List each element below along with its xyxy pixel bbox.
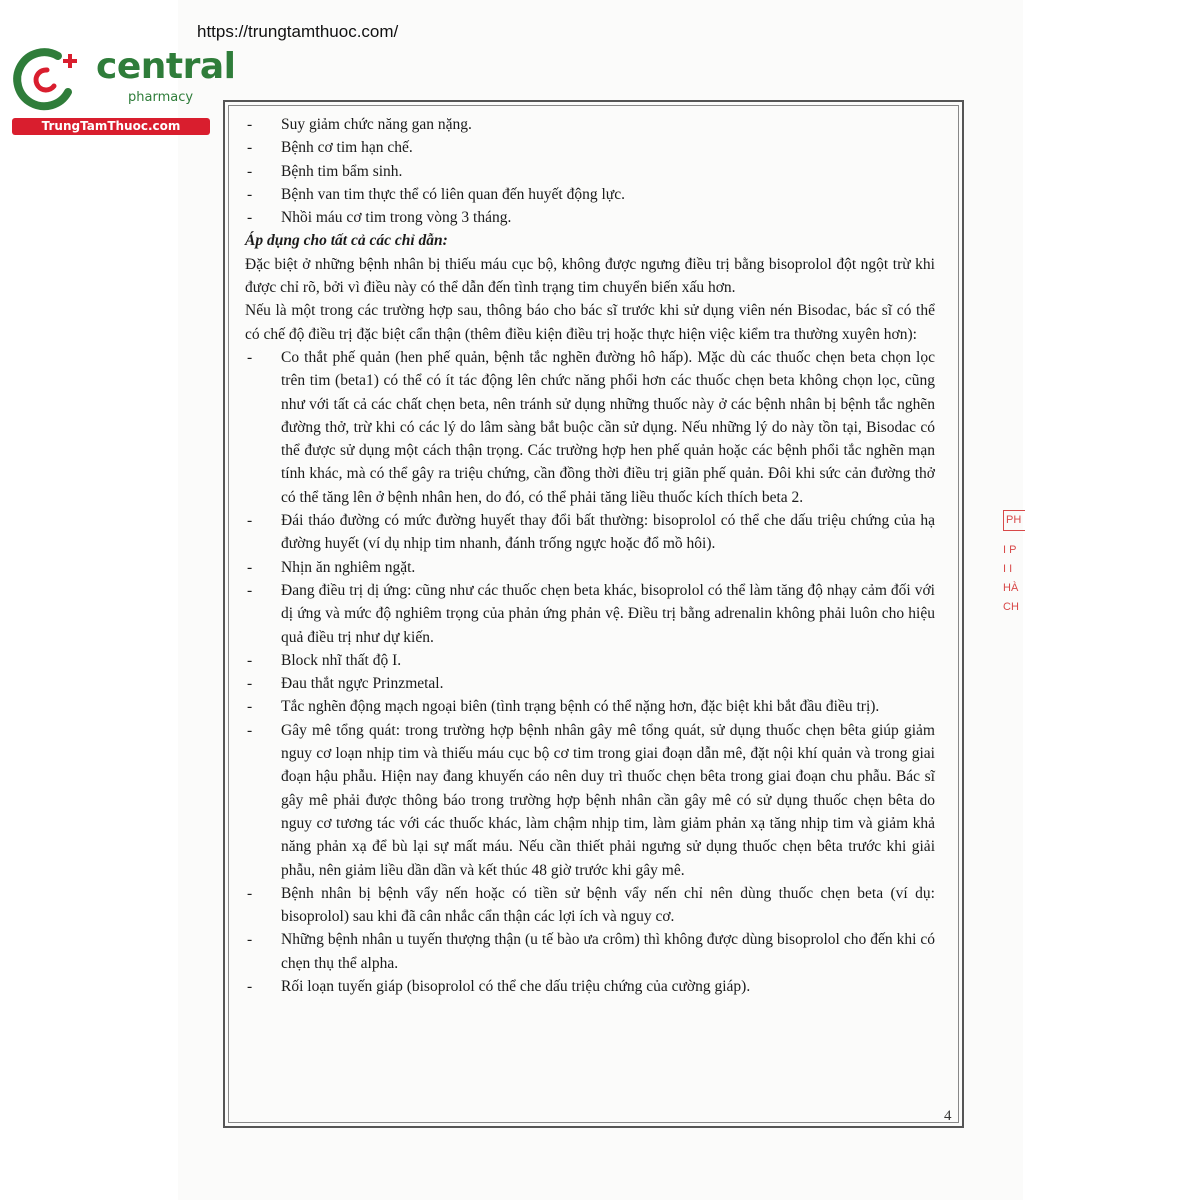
red-stamp-fragment bbox=[1003, 510, 1025, 660]
list-item: - Nhồi máu cơ tim trong vòng 3 tháng. bbox=[245, 206, 935, 229]
list-item: - Rối loạn tuyến giáp (bisoprolol có thể che dấu triệu chứng của cường giáp). bbox=[245, 975, 935, 998]
list-item: - Đái tháo đường có mức đường huyết thay đổi bất thường: bisoprolol có thể che dấu triệu chứng của hạ đường huyết (ví dụ nhịp tim nhanh, đánh trống ngực hoặc đổ mồ hôi). bbox=[245, 509, 935, 556]
source-url: https://trungtamthuoc.com/ bbox=[197, 22, 399, 41]
paragraph: Nếu là một trong các trường hợp sau, thông báo cho bác sĩ trước khi sử dụng viên nén Bisodac, bác sĩ có thể có chế độ điều trị đặc biệt cẩn thận (thêm điều kiện điều trị hoặc thực hiện việc kiểm tra thường xuyên hơn): bbox=[245, 302, 935, 343]
logo-site-bar: TrungTamThuoc.com bbox=[12, 118, 210, 135]
page-number: 4 bbox=[944, 1108, 952, 1124]
list-item: - Co thắt phế quản (hen phế quản, bệnh tắc nghẽn đường hô hấp). Mặc dù các thuốc chẹn beta chọn lọc trên tim (beta1) có thể có ít tác động lên chức năng phổi hơn các thuốc chẹn beta không chọn lọc, cũng như với tất cả các chất chẹn beta, nên tránh sử dụng những thuốc này ở các bệnh nhân bị bệnh tắc nghẽn đường thở, trừ khi có các lý do lâm sàng bắt buộc cần sử dụng. Nếu những lý do này tồn tại, Bisodac có thể được sử dụng một cách thận trọng. Các trường hợp hen phế quản hoặc các bệnh phổi tắc nghẽn mạn tính khác, mà có thể gây ra triệu chứng, cần đồng thời điều trị giãn phế quản. Đôi khi sức cản đường thở có thể tăng lên ở bệnh nhân hen, do đó, có thể phải tăng liều thuốc kích thích beta 2. bbox=[245, 346, 935, 509]
list-item: - Block nhĩ thất độ I. bbox=[245, 649, 935, 672]
list-item: - Những bệnh nhân u tuyến thượng thận (u tế bào ưa crôm) thì không được dùng bisoprolol cho đến khi có chẹn thụ thể alpha. bbox=[245, 928, 935, 975]
list-item: - Bệnh van tim thực thể có liên quan đến huyết động lực. bbox=[245, 183, 935, 206]
list-item: - Tắc nghẽn động mạch ngoại biên (tình trạng bệnh có thể nặng hơn, đặc biệt khi bắt đầu điều trị). bbox=[245, 695, 935, 718]
list-item: - Suy giảm chức năng gan nặng. bbox=[245, 113, 935, 136]
stamp-text: HÀ bbox=[1003, 582, 1019, 594]
list-item: - Đang điều trị dị ứng: cũng như các thuốc chẹn beta khác, bisoprolol có thể làm tăng độ nhạy cảm đối với dị ứng và mức độ nghiêm trọng của phản ứng phản vệ. Điều trị bằng adrenalin không phải luôn cho hiệu quả điều trị như dự kiến. bbox=[245, 579, 935, 649]
logo-sub-text: pharmacy bbox=[128, 90, 194, 105]
list-item: - Bệnh nhân bị bệnh vẩy nến hoặc có tiền sử bệnh vẩy nến chỉ nên dùng thuốc chẹn beta (ví dụ: bisoprolol) sau khi đã cân nhắc cẩn thận các lợi ích và nguy cơ. bbox=[245, 882, 935, 929]
pharmacy-logo bbox=[10, 40, 236, 140]
stamp-text: CH bbox=[1003, 601, 1019, 613]
list-item: - Gây mê tổng quát: trong trường hợp bệnh nhân gây mê tổng quát, sử dụng thuốc chẹn bêta giúp giảm nguy cơ loạn nhịp tim và thiếu máu cục bộ cơ tim trong giai đoạn dẫn mê, đặt nội khí quản và trong giai đoạn hậu phẫu. Hiện nay đang khuyến cáo nên duy trì thuốc chẹn bêta trong giai đoạn chu phẫu. Bác sĩ gây mê phải được thông báo trong trường hợp bệnh nhân cần gây mê có sử dụng thuốc chẹn bêta do nguy cơ tương tác với các thuốc khác, làm chậm nhịp tim, làm giảm phản xạ tăng nhịp tim và giảm khả năng phản xạ để bù lại sự mất máu. Nếu cần thiết phải ngưng sử dụng thuốc chẹn bêta trước khi giải phẫu, nên giảm liều dần dần và kết thúc 48 giờ trước khi gây mê. bbox=[245, 719, 935, 882]
logo-brand-text: central bbox=[96, 46, 236, 87]
central-pharmacy-logo-icon bbox=[10, 40, 94, 116]
stamp-text: I I bbox=[1003, 563, 1013, 575]
stamp-text: PH bbox=[1003, 510, 1025, 531]
document-body bbox=[245, 113, 935, 998]
list-item: - Bệnh tim bẩm sinh. bbox=[245, 160, 935, 183]
stamp-text: I P bbox=[1003, 544, 1017, 556]
section-heading: Áp dụng cho tất cả các chỉ dẫn: bbox=[245, 232, 448, 250]
list-item: - Nhịn ăn nghiêm ngặt. bbox=[245, 556, 935, 579]
paragraph: Đặc biệt ở những bệnh nhân bị thiếu máu cục bộ, không được ngưng điều trị bằng bisoprolol đột ngột trừ khi được chỉ rõ, bởi vì điều này có thể dẫn đến tình trạng tim chuyển biến xấu hơn. bbox=[245, 255, 935, 297]
list-item: - Bệnh cơ tim hạn chế. bbox=[245, 136, 935, 159]
list-item: - Đau thắt ngực Prinzmetal. bbox=[245, 672, 935, 695]
